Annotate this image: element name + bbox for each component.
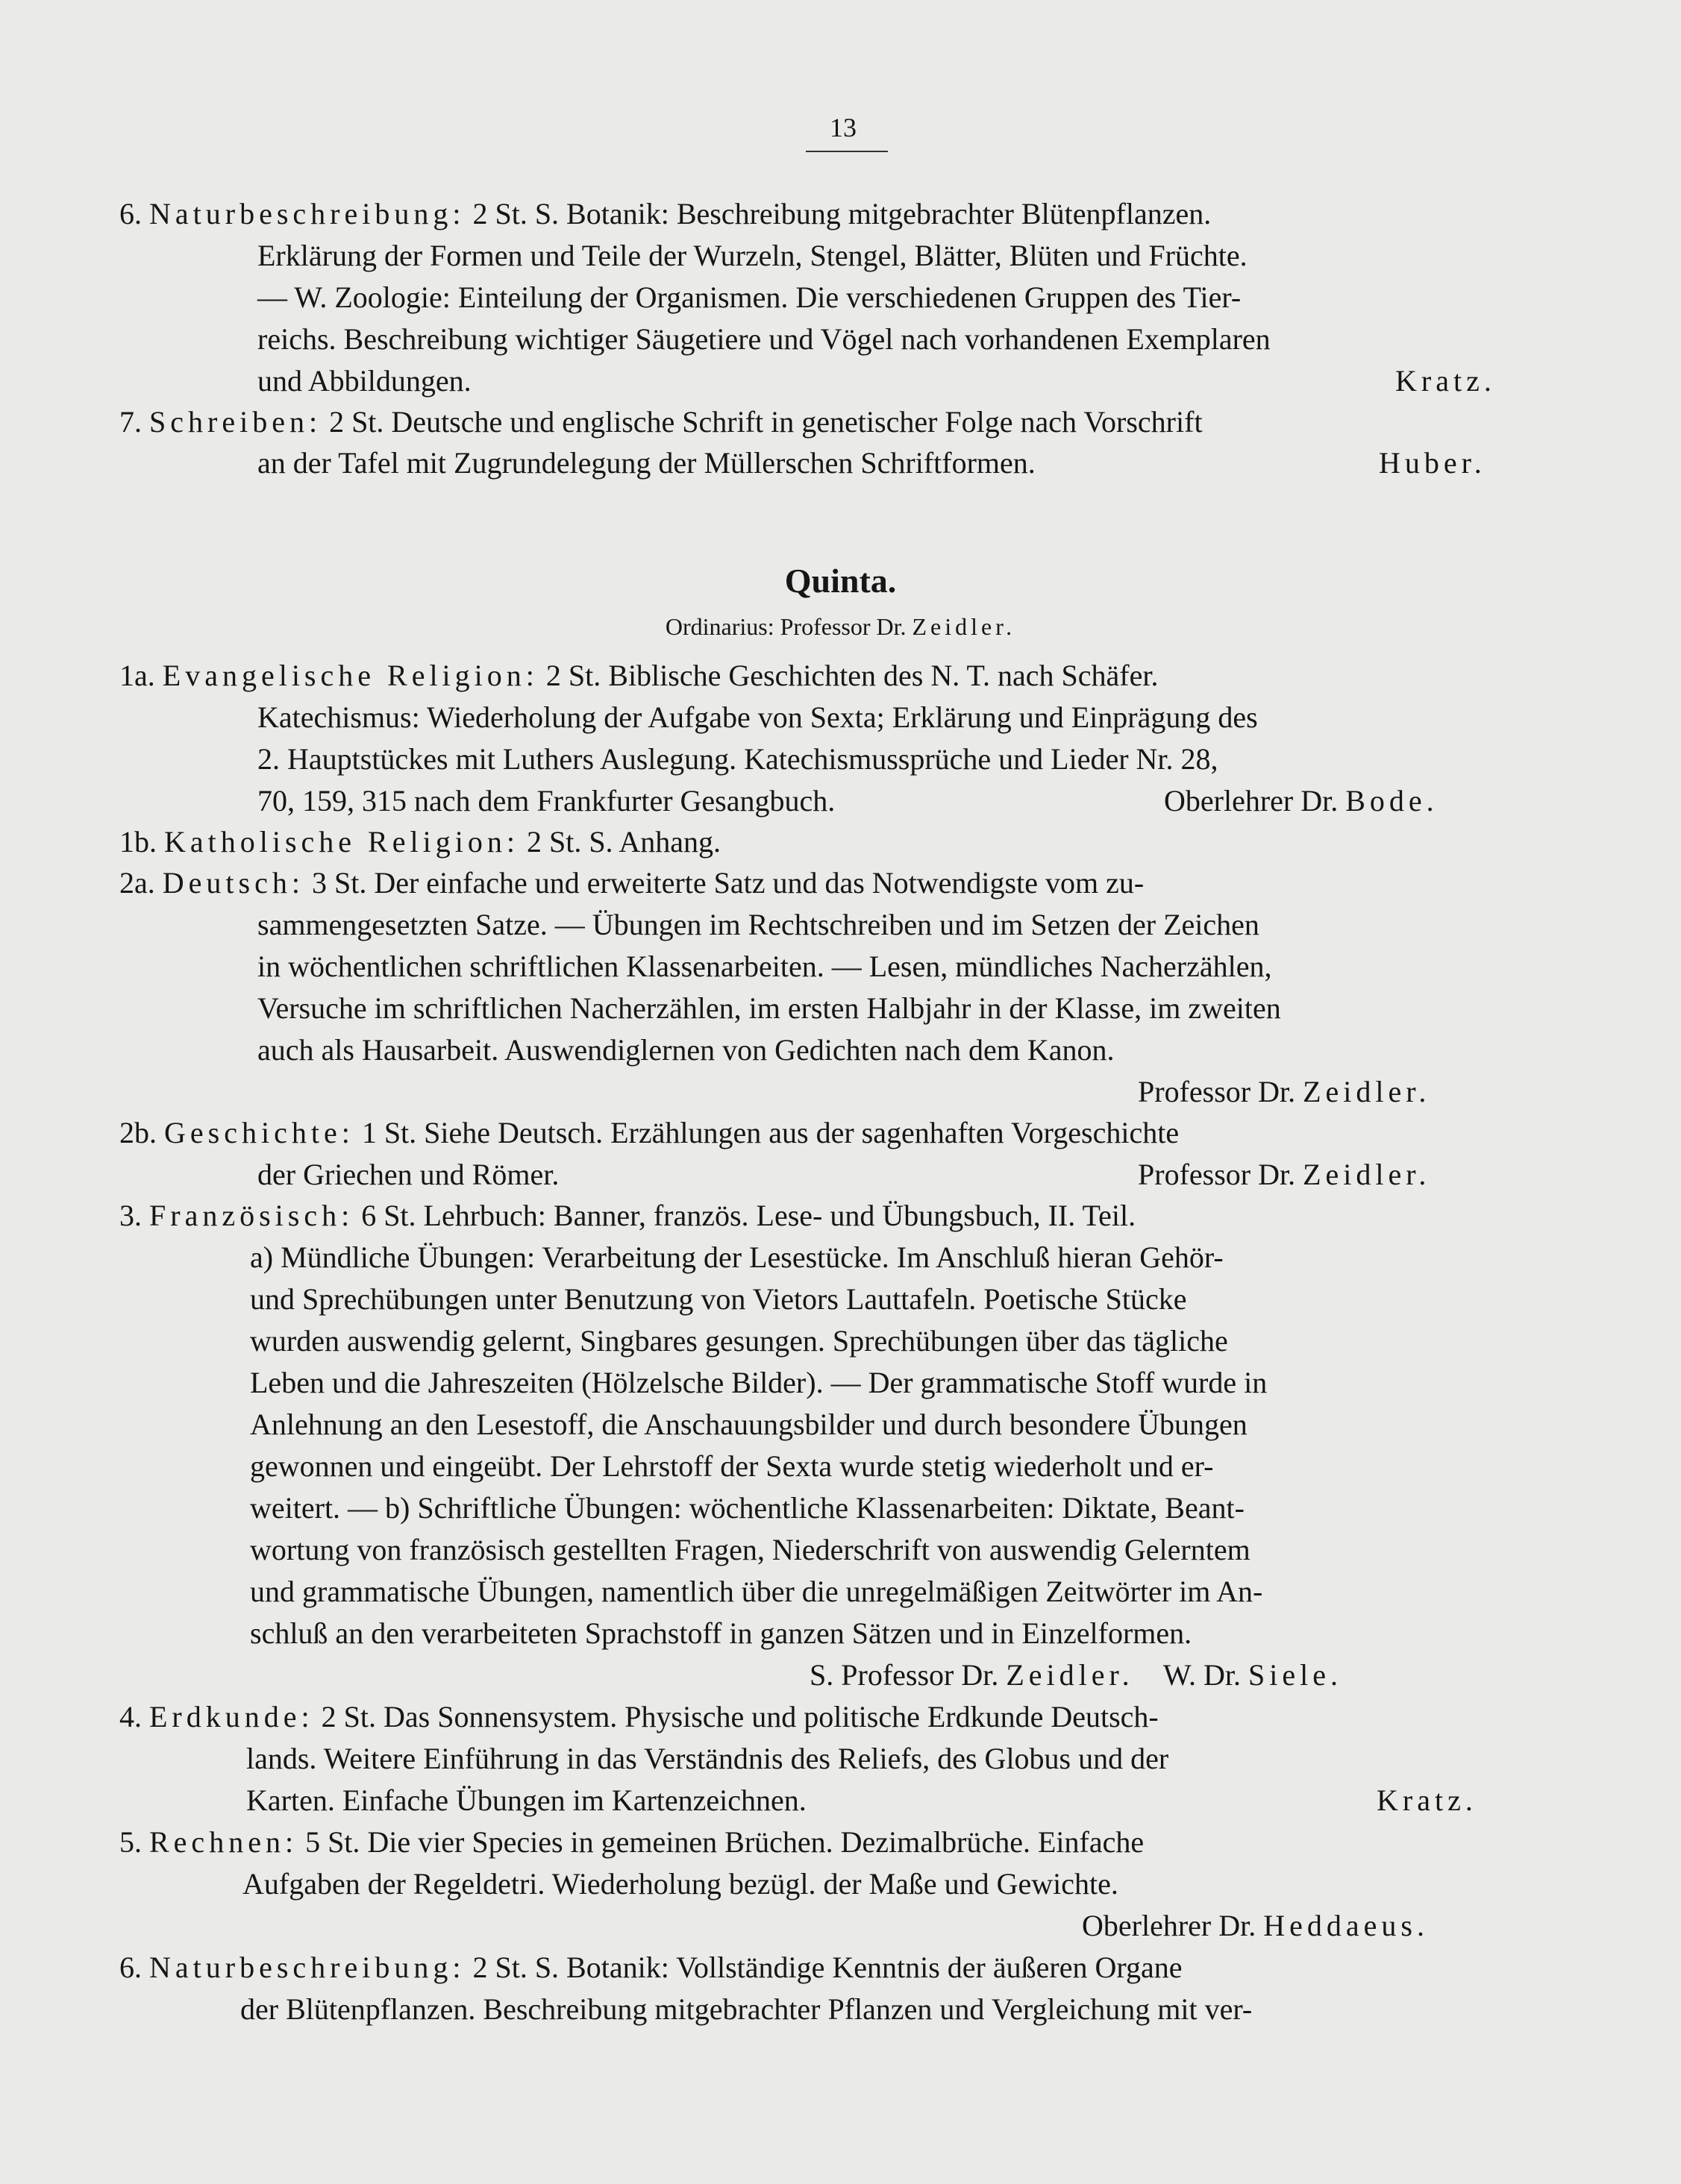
item-franzoesisch-label: 3. Französisch: 6 St. Lehrbuch: Banner, französ. Lese- und Übungsbuch, II. Teil.: [119, 1199, 1136, 1232]
franz-teacher: S. Professor Dr. Zeidler. W. Dr. Siele.: [810, 1658, 1342, 1692]
ev-religion-line: Katechismus: Wiederholung der Aufgabe von Sexta; Erklärung und Einprägung des: [257, 700, 1258, 734]
franz-line: wortung von französisch gestellten Fragen, Niederschrift von auswendig Gelerntem: [250, 1533, 1250, 1566]
franz-line: und grammatische Übungen, namentlich über die unregelmäßigen Zeitwörter im An-: [250, 1575, 1263, 1608]
geschichte-teacher: Professor Dr. Zeidler.: [1138, 1158, 1431, 1191]
franz-line: gewonnen und eingeübt. Der Lehrstoff der Sexta wurde stetig wiederholt und er-: [250, 1449, 1214, 1483]
franz-line: wurden auswendig gelernt, Singbares gesungen. Sprechübungen über das tägliche: [250, 1324, 1228, 1358]
sexta-natur-line: — W. Zoologie: Einteilung der Organismen. Die verschiedenen Gruppen des Tier-: [257, 280, 1242, 314]
item-kath-religion-label: 1b. Katholische Religion: 2 St. S. Anhang.: [119, 825, 721, 859]
item-deutsch-label: 2a. Deutsch: 3 St. Der einfache und erweiterte Satz und das Notwendigste vom zu-: [119, 866, 1145, 900]
sexta-natur-line: und Abbildungen.: [257, 364, 472, 398]
rechnen-line: Aufgaben der Regeldetri. Wiederholung bezügl. der Maße und Gewichte.: [242, 1867, 1118, 1901]
ev-religion-line: 2. Hauptstückes mit Luthers Auslegung. Katechismussprüche und Lieder Nr. 28,: [257, 742, 1218, 776]
section-heading-quinta: Quinta.: [784, 562, 897, 600]
franz-line: Leben und die Jahreszeiten (Hölzelsche Bilder). — Der grammatische Stoff wurde in: [250, 1366, 1268, 1399]
natur-line: der Blütenpflanzen. Beschreibung mitgebrachter Pflanzen und Vergleichung mit ver-: [240, 1992, 1253, 2026]
erdkunde-line: Karten. Einfache Übungen im Kartenzeichnen.: [246, 1783, 807, 1817]
sexta-schreiben-teacher: Huber.: [1379, 446, 1486, 480]
item-ev-religion-label: 1a. Evangelische Religion: 2 St. Biblische Geschichten des N. T. nach Schäfer.: [119, 659, 1159, 692]
sexta-natur-line: reichs. Beschreibung wichtiger Säugetiere und Vögel nach vorhandenen Exemplaren: [257, 322, 1271, 356]
item-geschichte-label: 2b. Geschichte: 1 St. Siehe Deutsch. Erzählungen aus der sagenhaften Vorgeschichte: [119, 1116, 1180, 1149]
deutsch-line: sammengesetzten Satze. — Übungen im Rechtschreiben und im Setzen der Zeichen: [257, 908, 1259, 941]
sexta-schreiben-line: an der Tafel mit Zugrundelegung der Müllerschen Schriftformen.: [257, 446, 1036, 480]
deutsch-line: Versuche im schriftlichen Nacherzählen, im ersten Halbjahr in der Klasse, im zweiten: [257, 991, 1281, 1025]
ordinarius-line: Ordinarius: Professor Dr. Zeidler.: [665, 613, 1016, 640]
sexta-schreiben-label: 7. Schreiben: 2 St. Deutsche und englische Schrift in genetischer Folge nach Vorschrift: [119, 405, 1203, 439]
sexta-natur-line: Erklärung der Formen und Teile der Wurzeln, Stengel, Blätter, Blüten und Früchte.: [257, 239, 1248, 272]
ev-religion-line: 70, 159, 315 nach dem Frankfurter Gesangbuch.: [257, 784, 836, 818]
erdkunde-teacher: Kratz.: [1377, 1783, 1477, 1817]
sexta-natur-label: 6. Naturbeschreibung: 2 St. S. Botanik: Beschreibung mitgebrachter Blütenpflanzen.: [119, 197, 1212, 230]
deutsch-line: in wöchentlichen schriftlichen Klassenarbeiten. — Lesen, mündliches Nacherzählen,: [257, 950, 1272, 983]
ev-religion-teacher: Oberlehrer Dr. Bode.: [1164, 784, 1439, 818]
franz-line: a) Mündliche Übungen: Verarbeitung der Lesestücke. Im Anschluß hieran Gehör-: [250, 1240, 1224, 1274]
rechnen-teacher: Oberlehrer Dr. Heddaeus.: [1082, 1909, 1429, 1942]
franz-line: schluß an den verarbeiteten Sprachstoff in ganzen Sätzen und in Einzelformen.: [250, 1616, 1192, 1650]
page-number-rule: [806, 151, 888, 152]
page-number: 13: [830, 113, 857, 142]
franz-line: und Sprechübungen unter Benutzung von Vietors Lauttafeln. Poetische Stücke: [250, 1282, 1187, 1316]
franz-line: weitert. — b) Schriftliche Übungen: wöchentliche Klassenarbeiten: Diktate, Beant-: [250, 1491, 1245, 1525]
geschichte-line: der Griechen und Römer.: [257, 1158, 560, 1191]
erdkunde-line: lands. Weitere Einführung in das Verständnis des Reliefs, des Globus und der: [246, 1742, 1169, 1775]
item-erdkunde-label: 4. Erdkunde: 2 St. Das Sonnensystem. Physische und politische Erdkunde Deutsch-: [119, 1700, 1159, 1733]
deutsch-line: auch als Hausarbeit. Auswendiglernen von Gedichten nach dem Kanon.: [257, 1033, 1115, 1067]
sexta-natur-teacher: Kratz.: [1395, 364, 1496, 398]
item-rechnen-label: 5. Rechnen: 5 St. Die vier Species in gemeinen Brüchen. Dezimalbrüche. Einfache: [119, 1825, 1145, 1859]
deutsch-teacher: Professor Dr. Zeidler.: [1138, 1075, 1431, 1108]
franz-line: Anlehnung an den Lesestoff, die Anschauungsbilder und durch besondere Übungen: [250, 1408, 1248, 1441]
item-natur-label: 6. Naturbeschreibung: 2 St. S. Botanik: Vollständige Kenntnis der äußeren Organe: [119, 1951, 1183, 1984]
